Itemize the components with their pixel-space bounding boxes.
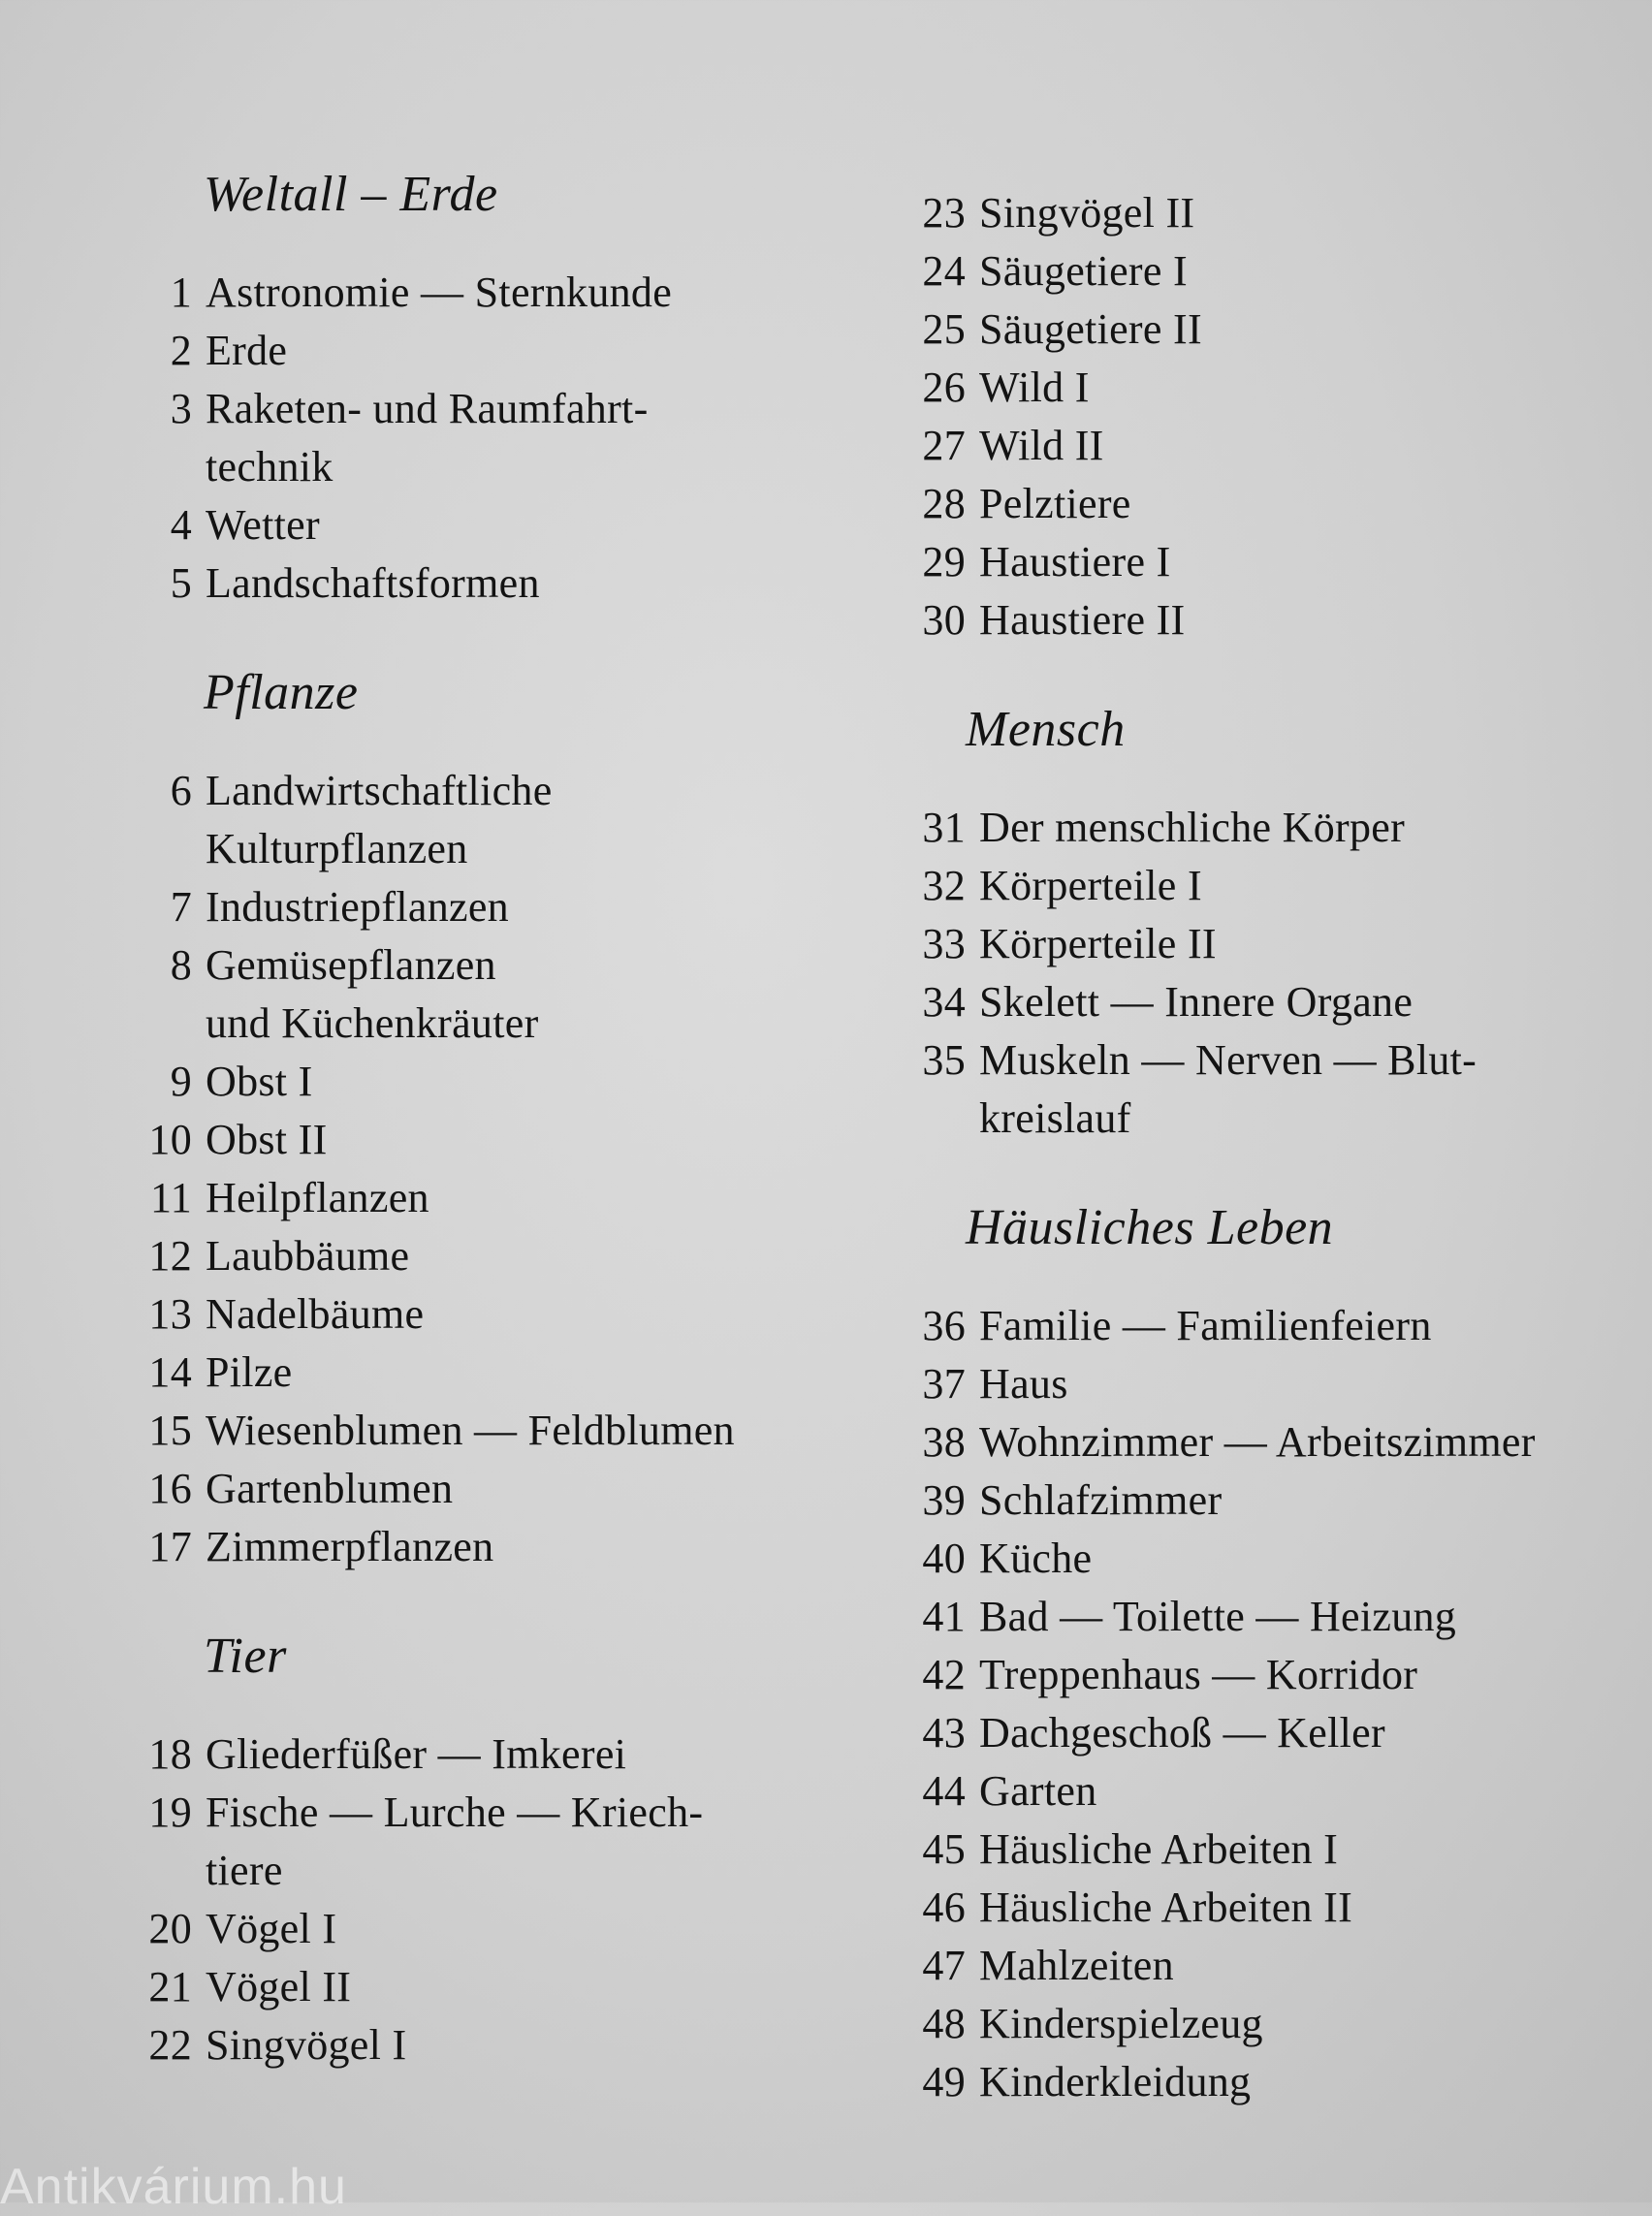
entry-number: 36	[922, 1302, 966, 1349]
toc-entry	[116, 1402, 873, 1460]
toc-entry	[116, 1344, 873, 1402]
toc-entry	[116, 1053, 873, 1111]
entry-label: Körperteile II	[979, 920, 1217, 967]
entry-number: 4	[170, 501, 192, 549]
toc-entry	[892, 301, 1629, 359]
entry-number: 37	[922, 1360, 966, 1408]
entry-number: 19	[148, 1789, 192, 1836]
entry-number: 30	[922, 596, 966, 644]
entry-number: 43	[922, 1709, 966, 1757]
entry-number: 12	[148, 1232, 192, 1280]
entry-number: 21	[148, 1963, 192, 2010]
entry-label: Haustiere II	[979, 596, 1186, 644]
toc-entry	[892, 1646, 1629, 1704]
toc-entry	[116, 1725, 873, 1784]
entry-number: 23	[922, 189, 966, 237]
toc-entry	[892, 1588, 1629, 1646]
entry-label: Schlafzimmer	[979, 1476, 1223, 1524]
entry-label: Wiesenblumen — Feldblumen	[206, 1407, 735, 1454]
entry-number: 14	[148, 1348, 192, 1396]
entry-number: 3	[170, 385, 192, 432]
entry-label: Nadelbäume	[206, 1290, 425, 1338]
toc-entry	[892, 1413, 1629, 1472]
entry-label: Häusliche Arbeiten I	[979, 1825, 1339, 1873]
toc-entry	[892, 184, 1629, 242]
entry-number: 27	[922, 422, 966, 469]
toc-entry	[116, 1227, 873, 1285]
entry-number: 6	[170, 767, 192, 814]
entry-number: 2	[170, 327, 192, 374]
entry-label: Obst II	[206, 1116, 328, 1163]
toc-entry	[892, 359, 1629, 417]
entry-label: Wild II	[979, 422, 1104, 469]
toc-section	[116, 1627, 873, 2074]
entry-label: Skelett — Innere Organe	[979, 978, 1414, 1026]
entry-label: Pilze	[206, 1348, 293, 1396]
entry-number: 42	[922, 1651, 966, 1698]
entry-label: Heilpflanzen	[206, 1174, 429, 1221]
entry-label: Singvögel II	[979, 189, 1195, 237]
entry-number: 48	[922, 2000, 966, 2047]
entry-number: 9	[170, 1058, 192, 1105]
section-heading: Mensch	[966, 702, 1126, 757]
toc-entry	[116, 1169, 873, 1227]
entry-number: 13	[148, 1290, 192, 1338]
toc-entry	[892, 1937, 1629, 1995]
toc-entry	[892, 799, 1629, 857]
toc-section	[892, 1198, 1629, 2111]
entry-label: Zimmerpflanzen	[206, 1523, 494, 1570]
toc-entry	[116, 2016, 873, 2074]
entry-label: Vögel I	[206, 1905, 337, 1952]
section-heading: Häusliches Leben	[966, 1200, 1334, 1255]
toc-entry	[116, 762, 873, 878]
toc-entry	[116, 1900, 873, 1958]
section-heading: Tier	[204, 1629, 287, 1684]
entry-number: 39	[922, 1476, 966, 1524]
entry-number: 45	[922, 1825, 966, 1873]
entry-label: Industriepflanzen	[206, 883, 509, 931]
toc-entry	[892, 1762, 1629, 1820]
entry-number: 29	[922, 538, 966, 586]
toc-entry	[116, 936, 873, 1053]
entry-label: Raketen- und Raumfahrt- technik	[206, 385, 649, 491]
entry-label: Kinderspielzeug	[979, 2000, 1263, 2047]
toc-entry	[892, 533, 1629, 591]
entry-label: Laubbäume	[206, 1232, 410, 1280]
entry-number: 44	[922, 1767, 966, 1815]
entry-label: Wetter	[206, 501, 320, 549]
entry-label: Obst I	[206, 1058, 313, 1105]
entry-number: 1	[170, 269, 192, 316]
entry-label: Mahlzeiten	[979, 1942, 1174, 1989]
entry-label: Pelztiere	[979, 480, 1131, 527]
entry-number: 33	[922, 920, 966, 967]
entry-label: Vögel II	[206, 1963, 352, 2010]
toc-entry	[892, 1704, 1629, 1762]
toc-entry	[116, 322, 873, 380]
entry-number: 10	[148, 1116, 192, 1163]
toc-entry	[892, 1355, 1629, 1413]
entry-number: 38	[922, 1418, 966, 1466]
entry-number: 5	[170, 559, 192, 607]
toc-entry	[116, 554, 873, 613]
toc-section	[892, 184, 1629, 649]
entry-number: 18	[148, 1730, 192, 1778]
toc-entry	[892, 1879, 1629, 1937]
entry-label: Wohnzimmer — Arbeitszimmer	[979, 1418, 1536, 1466]
watermark-text: Antikvárium.hu	[0, 2159, 347, 2215]
toc-section	[116, 165, 873, 613]
toc-section	[116, 663, 873, 1576]
entry-label: Erde	[206, 327, 288, 374]
toc-entry	[116, 496, 873, 554]
entry-number: 35	[922, 1036, 966, 1084]
entry-number: 8	[170, 941, 192, 989]
entry-number: 16	[148, 1465, 192, 1512]
toc-entry	[892, 2053, 1629, 2111]
entry-number: 11	[150, 1174, 192, 1221]
right-column	[892, 184, 1629, 2111]
entry-number: 15	[148, 1407, 192, 1454]
entry-number: 46	[922, 1884, 966, 1931]
entry-number: 28	[922, 480, 966, 527]
toc-entry	[892, 915, 1629, 973]
entry-label: Treppenhaus — Korridor	[979, 1651, 1418, 1698]
entry-number: 47	[922, 1942, 966, 1989]
entry-number: 34	[922, 978, 966, 1026]
entry-label: Garten	[979, 1767, 1097, 1815]
toc-section	[892, 700, 1629, 1148]
toc-entry	[892, 242, 1629, 301]
toc-entry	[892, 1820, 1629, 1879]
entry-label: Gliederfüßer — Imkerei	[206, 1730, 627, 1778]
entry-label: Gartenblumen	[206, 1465, 454, 1512]
entry-number: 7	[170, 883, 192, 931]
entry-label: Muskeln — Nerven — Blut- kreislauf	[979, 1036, 1477, 1142]
entry-number: 40	[922, 1535, 966, 1582]
entry-label: Haus	[979, 1360, 1068, 1408]
toc-entry	[892, 475, 1629, 533]
entry-label: Bad — Toilette — Heizung	[979, 1593, 1457, 1640]
toc-entry	[116, 380, 873, 496]
entry-number: 26	[922, 364, 966, 411]
toc-entry	[116, 1784, 873, 1900]
entry-label: Haustiere I	[979, 538, 1171, 586]
toc-entry	[892, 1995, 1629, 2053]
entry-label: Dachgeschoß — Keller	[979, 1709, 1385, 1757]
toc-entry	[116, 264, 873, 322]
entry-number: 17	[148, 1523, 192, 1570]
entry-label: Singvögel I	[206, 2021, 407, 2069]
entry-label: Landwirtschaftliche Kulturpflanzen	[206, 767, 553, 872]
entry-label: Kinderkleidung	[979, 2058, 1252, 2105]
toc-entry	[892, 1297, 1629, 1355]
toc-entry	[892, 591, 1629, 649]
toc-entry	[116, 1958, 873, 2016]
entry-label: Familie — Familienfeiern	[979, 1302, 1432, 1349]
section-heading: Weltall – Erde	[204, 167, 498, 222]
entry-number: 24	[922, 247, 966, 295]
toc-entry	[892, 857, 1629, 915]
toc-entry	[116, 878, 873, 936]
entry-label: Landschaftsformen	[206, 559, 540, 607]
entry-label: Fische — Lurche — Kriech- tiere	[206, 1789, 704, 1894]
left-column	[116, 165, 873, 2074]
entry-number: 20	[148, 1905, 192, 1952]
entry-label: Körperteile I	[979, 862, 1202, 909]
entry-number: 31	[922, 804, 966, 851]
entry-number: 49	[922, 2058, 966, 2105]
toc-entry	[892, 1530, 1629, 1588]
entry-label: Häusliche Arbeiten II	[979, 1884, 1353, 1931]
entry-label: Säugetiere II	[979, 305, 1202, 353]
toc-entry	[892, 417, 1629, 475]
entry-number: 32	[922, 862, 966, 909]
toc-entry	[116, 1111, 873, 1169]
toc-entry	[892, 1472, 1629, 1530]
toc-entry	[892, 973, 1629, 1031]
entry-label: Astronomie — Sternkunde	[206, 269, 673, 316]
toc-entry	[892, 1031, 1629, 1148]
toc-entry	[116, 1460, 873, 1518]
entry-number: 25	[922, 305, 966, 353]
entry-number: 41	[922, 1593, 966, 1640]
section-heading: Pflanze	[204, 665, 359, 720]
entry-label: Wild I	[979, 364, 1090, 411]
toc-entry	[116, 1285, 873, 1344]
entry-number: 22	[148, 2021, 192, 2069]
toc-entry	[116, 1518, 873, 1576]
entry-label: Säugetiere I	[979, 247, 1188, 295]
entry-label: Der menschliche Körper	[979, 804, 1406, 851]
entry-label: Gemüsepflanzen und Küchenkräuter	[206, 941, 539, 1047]
entry-label: Küche	[979, 1535, 1093, 1582]
